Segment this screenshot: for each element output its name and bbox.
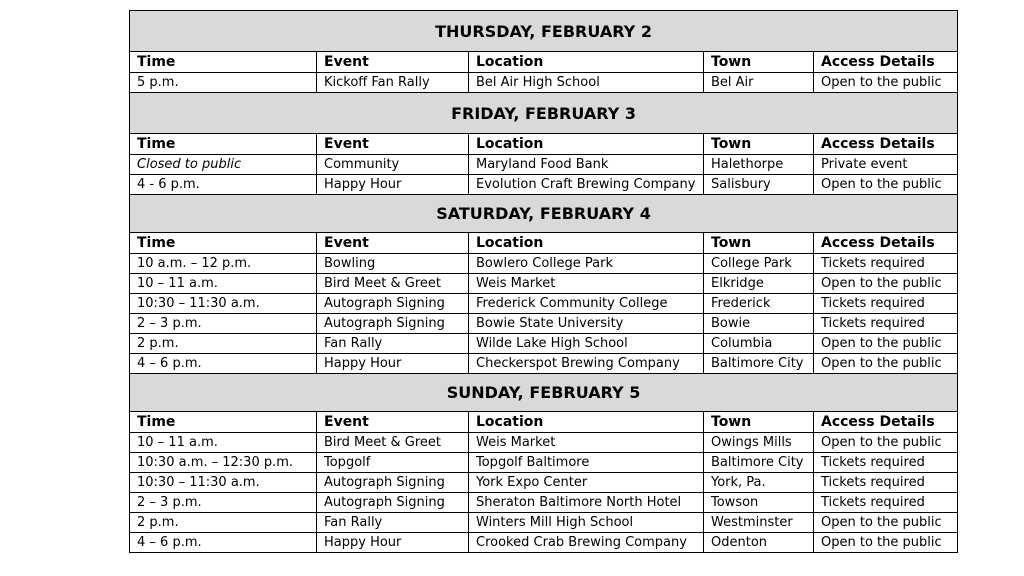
table-row [130,294,958,314]
column-header: Access Details [814,134,958,155]
time-cell: 2 p.m. [130,334,317,354]
table-row [130,254,958,274]
event-cell: Kickoff Fan Rally [317,73,469,93]
location-cell: Wilde Lake High School [469,334,704,354]
table-row [130,73,958,93]
time-cell: 10 a.m. – 12 p.m. [130,254,317,274]
table-row [130,175,958,195]
location-cell: Evolution Craft Brewing Company [469,175,704,195]
table-row [130,155,958,175]
time-cell: 4 - 6 p.m. [130,175,317,195]
time-cell: 4 – 6 p.m. [130,533,317,553]
town-cell: Halethorpe [704,155,814,175]
access-cell: Tickets required [814,254,958,274]
access-cell: Open to the public [814,175,958,195]
town-cell: Westminster [704,513,814,533]
table-row [130,274,958,294]
column-header: Location [469,233,704,254]
access-cell: Tickets required [814,294,958,314]
time-cell: 10:30 a.m. – 12:30 p.m. [130,453,317,473]
table-row [130,533,958,553]
day-header-row [130,11,958,52]
access-cell: Open to the public [814,73,958,93]
town-cell: Baltimore City [704,354,814,374]
time-cell: Closed to public [130,155,317,175]
town-cell: Owings Mills [704,433,814,453]
town-cell: College Park [704,254,814,274]
table-row [130,354,958,374]
column-header: Town [704,134,814,155]
column-header: Access Details [814,412,958,433]
table-row [130,513,958,533]
time-cell: 10:30 – 11:30 a.m. [130,473,317,493]
location-cell: Topgolf Baltimore [469,453,704,473]
event-cell: Bird Meet & Greet [317,274,469,294]
table-row [130,334,958,354]
column-header: Time [130,233,317,254]
column-header: Event [317,134,469,155]
event-cell: Fan Rally [317,513,469,533]
table-row [130,453,958,473]
location-cell: Frederick Community College [469,294,704,314]
access-cell: Open to the public [814,334,958,354]
town-cell: Baltimore City [704,453,814,473]
column-header-row [130,52,958,73]
table-row [130,433,958,453]
location-cell: Checkerspot Brewing Company [469,354,704,374]
access-cell: Open to the public [814,433,958,453]
location-cell: Crooked Crab Brewing Company [469,533,704,553]
time-cell: 10 – 11 a.m. [130,433,317,453]
event-cell: Autograph Signing [317,314,469,334]
time-cell: 10:30 – 11:30 a.m. [130,294,317,314]
town-cell: Odenton [704,533,814,553]
location-cell: Bowie State University [469,314,704,334]
day-title: SATURDAY, FEBRUARY 4 [130,195,958,233]
access-cell: Tickets required [814,493,958,513]
location-cell: Sheraton Baltimore North Hotel [469,493,704,513]
time-cell: 4 – 6 p.m. [130,354,317,374]
day-title: THURSDAY, FEBRUARY 2 [130,11,958,52]
location-cell: Weis Market [469,274,704,294]
access-cell: Tickets required [814,473,958,493]
town-cell: Bel Air [704,73,814,93]
day-header-row [130,374,958,412]
event-cell: Topgolf [317,453,469,473]
event-cell: Happy Hour [317,354,469,374]
event-cell: Community [317,155,469,175]
column-header: Location [469,134,704,155]
table-row [130,314,958,334]
location-cell: Weis Market [469,433,704,453]
event-cell: Autograph Signing [317,294,469,314]
column-header: Location [469,52,704,73]
access-cell: Open to the public [814,274,958,294]
town-cell: Columbia [704,334,814,354]
event-cell: Bird Meet & Greet [317,433,469,453]
column-header: Time [130,52,317,73]
town-cell: Towson [704,493,814,513]
access-cell: Private event [814,155,958,175]
town-cell: Bowie [704,314,814,334]
location-cell: York Expo Center [469,473,704,493]
event-cell: Happy Hour [317,175,469,195]
column-header: Event [317,412,469,433]
event-cell: Fan Rally [317,334,469,354]
access-cell: Tickets required [814,314,958,334]
table-row [130,493,958,513]
town-cell: Elkridge [704,274,814,294]
access-cell: Open to the public [814,513,958,533]
column-header: Access Details [814,52,958,73]
event-cell: Autograph Signing [317,473,469,493]
table-row [130,473,958,493]
access-cell: Tickets required [814,453,958,473]
event-cell: Autograph Signing [317,493,469,513]
column-header: Time [130,134,317,155]
column-header: Town [704,52,814,73]
schedule-table [129,10,958,553]
column-header: Event [317,233,469,254]
time-cell: 2 – 3 p.m. [130,314,317,334]
column-header: Town [704,233,814,254]
column-header: Location [469,412,704,433]
time-cell: 2 p.m. [130,513,317,533]
day-header-row [130,195,958,233]
event-cell: Bowling [317,254,469,274]
town-cell: Salisbury [704,175,814,195]
column-header: Event [317,52,469,73]
time-cell: 5 p.m. [130,73,317,93]
column-header-row [130,134,958,155]
day-title: SUNDAY, FEBRUARY 5 [130,374,958,412]
access-cell: Open to the public [814,354,958,374]
time-cell: 2 – 3 p.m. [130,493,317,513]
day-header-row [130,93,958,134]
location-cell: Winters Mill High School [469,513,704,533]
column-header: Town [704,412,814,433]
column-header: Time [130,412,317,433]
location-cell: Bowlero College Park [469,254,704,274]
day-title: FRIDAY, FEBRUARY 3 [130,93,958,134]
access-cell: Open to the public [814,533,958,553]
location-cell: Maryland Food Bank [469,155,704,175]
town-cell: York, Pa. [704,473,814,493]
column-header-row [130,412,958,433]
column-header: Access Details [814,233,958,254]
time-cell: 10 – 11 a.m. [130,274,317,294]
column-header-row [130,233,958,254]
location-cell: Bel Air High School [469,73,704,93]
event-cell: Happy Hour [317,533,469,553]
town-cell: Frederick [704,294,814,314]
